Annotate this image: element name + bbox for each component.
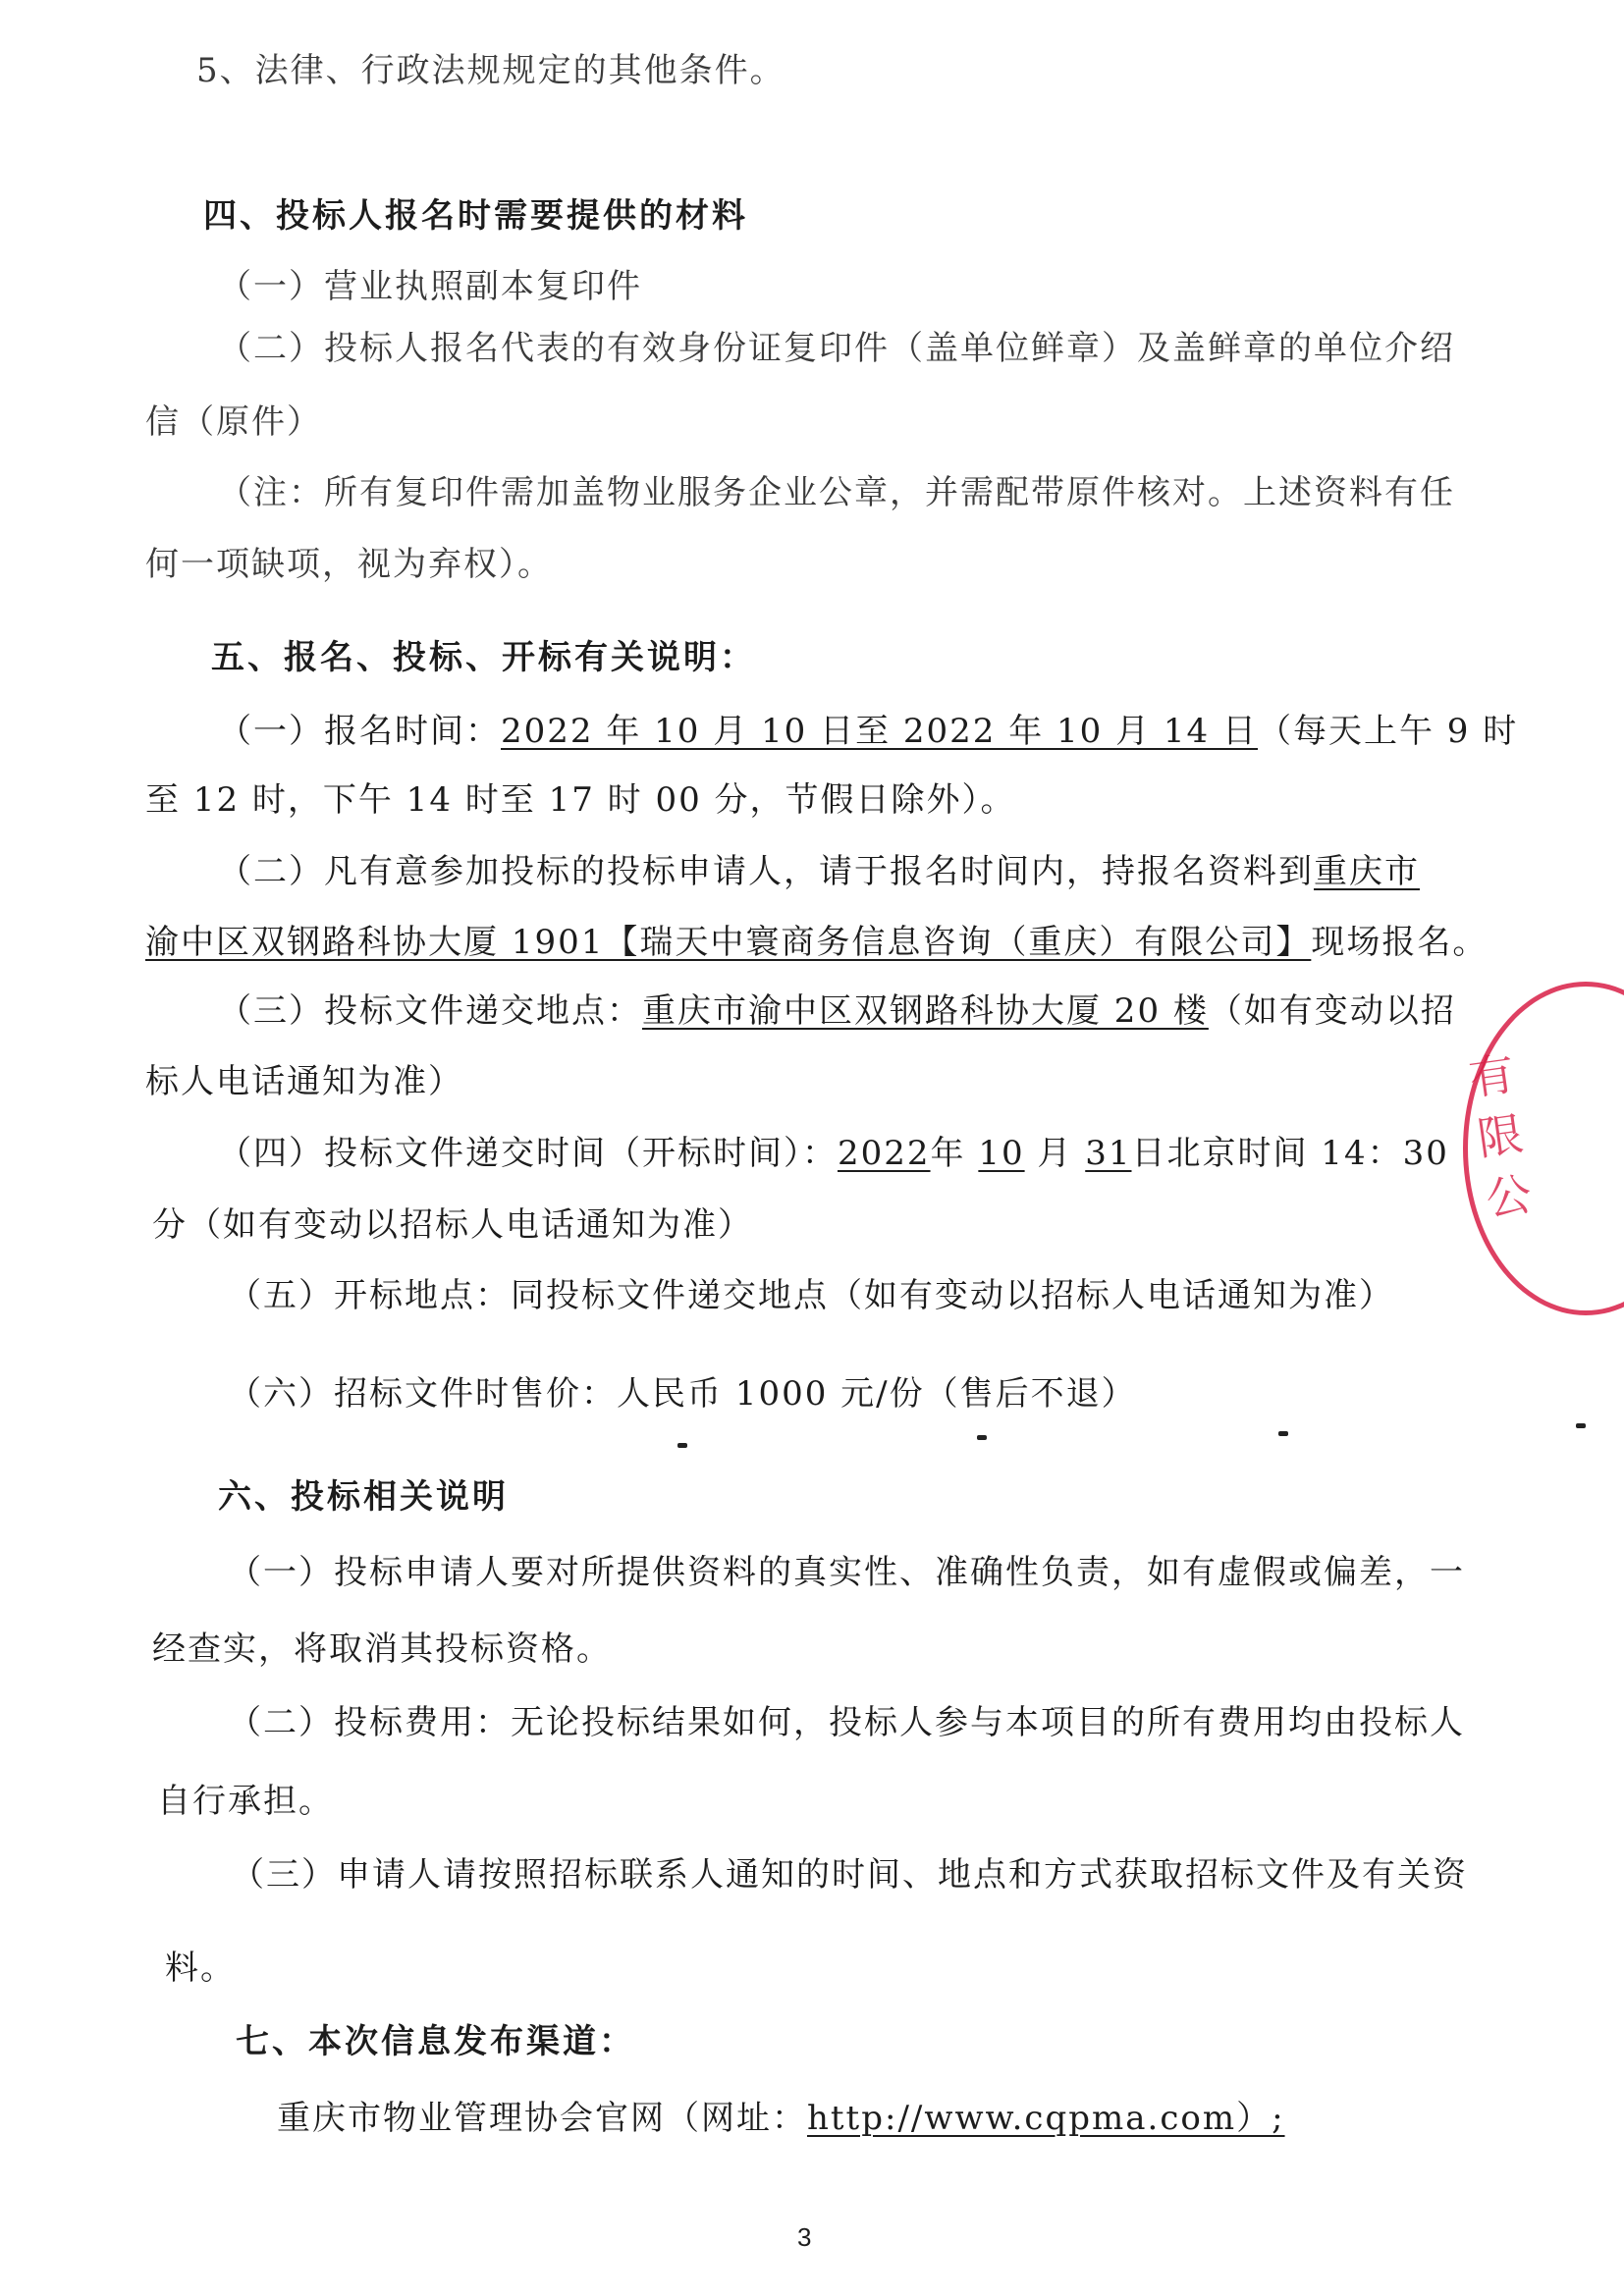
opening-day: 31 xyxy=(1085,1134,1132,1173)
text-line xyxy=(218,852,1420,891)
text-fragment: 月 xyxy=(1037,1134,1073,1173)
text-fragment: （二）凡有意参加投标的投标申请人，请于报名时间内，持报名资料到 xyxy=(218,852,1314,891)
text-line: 经查实，将取消其投标资格。 xyxy=(152,1629,612,1669)
text-line xyxy=(145,923,1488,962)
text-line: 5、法律、行政法规规定的其他条件。 xyxy=(196,51,785,90)
text-fragment: （如有变动以招 xyxy=(1208,991,1456,1031)
text-line xyxy=(218,712,1518,751)
text-line: （一）营业执照副本复印件 xyxy=(218,267,642,306)
section-heading: 四、投标人报名时需要提供的材料 xyxy=(203,196,748,236)
text-line: （二）投标费用：无论投标结果如何，投标人参与本项目的所有费用均由投标人 xyxy=(228,1703,1465,1742)
text-line: 何一项缺项，视为弃权）。 xyxy=(145,545,553,584)
registration-date-range: 2022 年 10 月 10 日至 2022 年 10 月 14 日 xyxy=(501,712,1258,751)
text-line: 自行承担。 xyxy=(157,1782,334,1821)
section-heading: 七、本次信息发布渠道： xyxy=(236,2022,635,2061)
text-line: 标人电话通知为准） xyxy=(145,1062,463,1101)
scan-speck xyxy=(1278,1431,1288,1436)
text-line xyxy=(218,991,1456,1031)
submission-address: 重庆市渝中区双钢路科协大厦 20 楼 xyxy=(642,991,1209,1031)
text-line: 分（如有变动以招标人电话通知为准） xyxy=(152,1205,753,1245)
text-line: （二）投标人报名代表的有效身份证复印件（盖单位鲜章）及盖鲜章的单位介绍 xyxy=(218,329,1455,368)
scan-speck xyxy=(977,1435,987,1440)
text-line: 料。 xyxy=(165,1949,236,1988)
label-text: （四）投标文件递交时间（开标时间）： xyxy=(218,1134,838,1173)
section-heading: 五、报名、投标、开标有关说明： xyxy=(211,638,756,677)
page-number: 3 xyxy=(797,2222,812,2252)
text-line: （六）招标文件时售价：人民币 1000 元/份（售后不退） xyxy=(228,1374,1137,1414)
label-text: （三）投标文件递交地点： xyxy=(218,991,642,1031)
text-line: 至 12 时，下午 14 时至 17 时 00 分，节假日除外）。 xyxy=(145,780,1016,820)
text-fragment: 日北京时间 14：30 xyxy=(1131,1134,1449,1173)
label-text: （一）报名时间： xyxy=(218,712,501,751)
text-line: （五）开标地点：同投标文件递交地点（如有变动以招标人电话通知为准） xyxy=(228,1276,1394,1315)
text-fragment: （每天上午 9 时 xyxy=(1258,712,1519,751)
text-line xyxy=(277,2099,1285,2138)
text-fragment: 年 xyxy=(930,1134,966,1173)
scan-speck xyxy=(1576,1423,1586,1428)
scan-speck xyxy=(677,1443,687,1448)
text-line: （一）投标申请人要对所提供资料的真实性、准确性负责，如有虚假或偏差，一 xyxy=(228,1553,1465,1592)
text-line: 信（原件） xyxy=(145,402,322,442)
section-heading: 六、投标相关说明 xyxy=(218,1477,509,1517)
registration-address: 渝中区双钢路科协大厦 1901【瑞天中寰商务信息咨询（重庆）有限公司】 xyxy=(145,923,1312,962)
opening-year: 2022 xyxy=(838,1134,931,1173)
text-fragment: 现场报名。 xyxy=(1311,923,1489,962)
website-url: http://www.cqpma.com）; xyxy=(807,2099,1285,2138)
company-seal-text: 有限公 xyxy=(1465,1046,1536,1226)
text-line xyxy=(218,1134,1449,1173)
label-text: 重庆市物业管理协会官网（网址： xyxy=(277,2099,807,2138)
registration-address-start: 重庆市 xyxy=(1314,852,1420,891)
text-line: （三）申请人请按照招标联系人通知的时间、地点和方式获取招标文件及有关资 xyxy=(231,1855,1468,1895)
opening-month: 10 xyxy=(978,1134,1025,1173)
text-line: （注：所有复印件需加盖物业服务企业公章，并需配带原件核对。上述资料有任 xyxy=(218,473,1455,512)
